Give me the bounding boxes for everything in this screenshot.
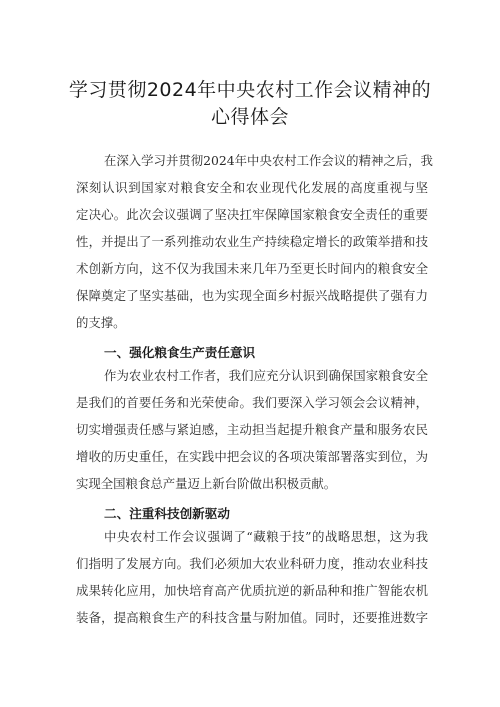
- paragraph-1-line: 的支撑。: [76, 315, 126, 330]
- paragraph-2-line: 作为农业农村工作者，我们应充分认识到确保国家粮食安全: [104, 368, 428, 383]
- paragraph-3-line: 中央农村工作会议强调了“藏粮于技”的战略思想，这为我: [104, 529, 428, 544]
- paragraph-3-line: 们指明了发展方向。我们必须加大农业科研力度，推动农业科技: [76, 556, 428, 571]
- paragraph-2-line: 切实增强责任感与紧迫感，主动担当起提升粮食产量和服务农民: [76, 422, 428, 437]
- paragraph-2-line: 是我们的首要任务和光荣使命。我们要深入学习领会会议精神，: [76, 395, 428, 410]
- document-title-line-1: 学习贯彻2024年中央农村工作会议精神的: [68, 79, 432, 101]
- section-heading-2: 二、注重科技创新驱动: [104, 506, 230, 521]
- paragraph-1-line: 定决心。此次会议强调了坚决扛牢保障国家粮食安全责任的重要: [76, 207, 428, 222]
- paragraph-3-line: 成果转化应用，加快培育高产优质抗逆的新品种和推广智能农机: [76, 583, 428, 598]
- paragraph-2-line: 增收的历史重任，在实践中把会议的各项决策部署落实到位，为: [76, 449, 428, 464]
- document-title-line-2: 心得体会: [210, 106, 289, 128]
- paragraph-1-line: 性，并提出了一系列推动农业生产持续稳定增长的政策举措和技: [76, 234, 428, 249]
- paragraph-1-line: 在深入学习并贯彻2024年中央农村工作会议的精神之后，我: [104, 153, 433, 168]
- paragraph-2-line: 实现全国粮食总产量迈上新台阶做出积极贡献。: [76, 476, 337, 491]
- paragraph-1-line: 术创新方向，这不仅为我国未来几年乃至更长时间内的粮食安全: [76, 261, 428, 276]
- paragraph-3-line: 装备，提高粮食生产的科技含量与附加值。同时，还要推进数字: [76, 610, 428, 625]
- paragraph-1-line: 保障奠定了坚实基础，也为实现全面乡村振兴战略提供了强有力: [76, 288, 428, 303]
- paragraph-1-line: 深刻认识到国家对粮食安全和农业现代化发展的高度重视与坚: [76, 180, 428, 195]
- section-heading-1: 一、强化粮食生产责任意识: [104, 345, 256, 360]
